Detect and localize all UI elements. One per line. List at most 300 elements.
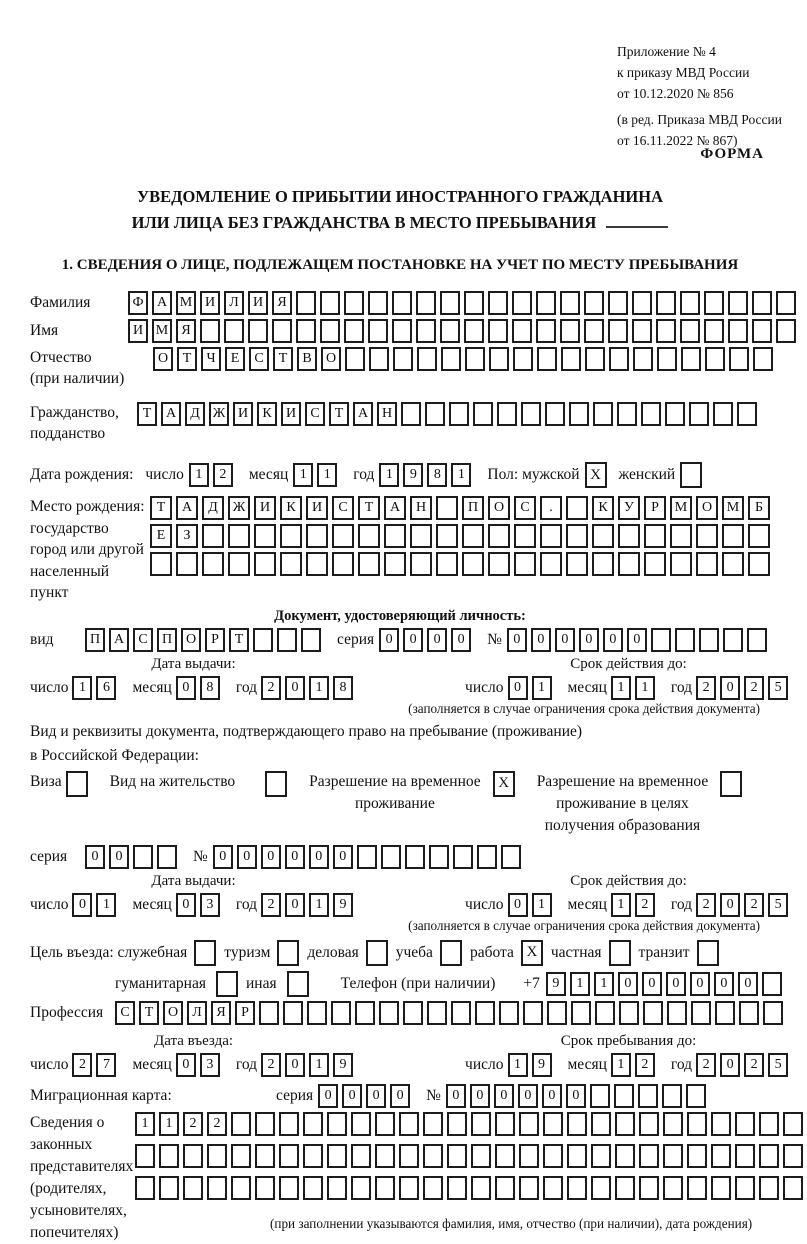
cell[interactable] (231, 1176, 251, 1200)
cell[interactable] (423, 1176, 443, 1200)
cell[interactable] (608, 291, 628, 315)
cell[interactable] (776, 319, 796, 343)
cell[interactable]: М (152, 319, 172, 343)
cell[interactable]: Т (329, 402, 349, 426)
cell[interactable] (441, 347, 461, 371)
cell[interactable] (540, 552, 562, 576)
cell[interactable] (680, 319, 700, 343)
cell[interactable] (375, 1112, 395, 1136)
checkbox-female[interactable] (680, 462, 702, 488)
cell[interactable]: 0 (109, 845, 129, 869)
cell[interactable] (488, 291, 508, 315)
cell[interactable]: 2 (744, 1053, 764, 1077)
cell[interactable]: Р (235, 1001, 255, 1025)
cell[interactable] (280, 524, 302, 548)
checkbox-purpose-transit[interactable] (697, 940, 719, 966)
cell[interactable] (519, 1112, 539, 1136)
cell[interactable]: А (176, 496, 198, 520)
cell[interactable] (711, 1144, 731, 1168)
cell[interactable] (279, 1144, 299, 1168)
cell[interactable]: . (540, 496, 562, 520)
cell[interactable] (747, 628, 767, 652)
cell[interactable] (248, 319, 268, 343)
cell[interactable] (663, 1144, 683, 1168)
cell[interactable]: Е (150, 524, 172, 548)
cell[interactable] (228, 524, 250, 548)
checkbox-visa[interactable] (66, 771, 88, 797)
cell[interactable]: 0 (176, 893, 196, 917)
cell[interactable]: 0 (379, 628, 399, 652)
cell[interactable] (632, 291, 652, 315)
cell[interactable]: 0 (366, 1084, 386, 1108)
cell[interactable] (752, 319, 772, 343)
cell[interactable] (306, 552, 328, 576)
cell[interactable] (473, 402, 493, 426)
cell[interactable] (715, 1001, 735, 1025)
cell[interactable]: Н (377, 402, 397, 426)
cell[interactable] (735, 1176, 755, 1200)
cell[interactable]: Т (358, 496, 380, 520)
cell[interactable]: 1 (135, 1112, 155, 1136)
cell[interactable] (471, 1144, 491, 1168)
cell[interactable] (303, 1176, 323, 1200)
cell[interactable]: 2 (635, 1053, 655, 1077)
cell[interactable]: 0 (403, 628, 423, 652)
cell[interactable] (543, 1176, 563, 1200)
cell[interactable] (384, 552, 406, 576)
cell[interactable] (519, 1144, 539, 1168)
cell[interactable]: Н (410, 496, 432, 520)
cell[interactable] (416, 319, 436, 343)
cell[interactable] (618, 552, 640, 576)
cell[interactable] (301, 628, 321, 652)
cell[interactable]: 0 (176, 676, 196, 700)
cell[interactable] (632, 319, 652, 343)
cell[interactable]: 1 (317, 463, 337, 487)
cell[interactable] (465, 347, 485, 371)
cell[interactable] (711, 1112, 731, 1136)
cell[interactable] (609, 347, 629, 371)
cell[interactable] (651, 628, 671, 652)
cell[interactable]: 2 (261, 893, 281, 917)
cell[interactable]: 0 (72, 893, 92, 917)
cell[interactable]: 9 (403, 463, 423, 487)
cell[interactable] (737, 402, 757, 426)
cell[interactable]: 0 (720, 676, 740, 700)
cell[interactable]: 1 (96, 893, 116, 917)
cell[interactable]: Р (644, 496, 666, 520)
cell[interactable] (369, 347, 389, 371)
cell[interactable] (477, 845, 497, 869)
cell[interactable]: 2 (744, 893, 764, 917)
cell[interactable]: О (321, 347, 341, 371)
cell[interactable] (639, 1112, 659, 1136)
cell[interactable] (303, 1144, 323, 1168)
cell[interactable]: 0 (720, 1053, 740, 1077)
cell[interactable] (567, 1176, 587, 1200)
cell[interactable] (713, 402, 733, 426)
cell[interactable] (735, 1112, 755, 1136)
cell[interactable]: 0 (690, 972, 710, 996)
cell[interactable] (202, 524, 224, 548)
cell[interactable] (231, 1112, 251, 1136)
cell[interactable] (440, 319, 460, 343)
cell[interactable] (344, 291, 364, 315)
cell[interactable] (345, 347, 365, 371)
cell[interactable]: 0 (518, 1084, 538, 1108)
cell[interactable] (495, 1176, 515, 1200)
cell[interactable] (643, 1001, 663, 1025)
cell[interactable] (344, 319, 364, 343)
cell[interactable]: 5 (768, 676, 788, 700)
cell[interactable]: 1 (309, 893, 329, 917)
cell[interactable]: Л (187, 1001, 207, 1025)
cell[interactable] (135, 1144, 155, 1168)
checkbox-purpose-business[interactable] (366, 940, 388, 966)
cell[interactable]: 0 (261, 845, 281, 869)
cell[interactable] (739, 1001, 759, 1025)
cell[interactable]: И (281, 402, 301, 426)
cell[interactable] (399, 1176, 419, 1200)
cell[interactable] (566, 524, 588, 548)
cell[interactable]: 1 (309, 676, 329, 700)
cell[interactable]: С (332, 496, 354, 520)
cell[interactable]: 0 (566, 1084, 586, 1108)
cell[interactable]: 0 (285, 676, 305, 700)
cell[interactable]: 3 (200, 1053, 220, 1077)
cell[interactable] (591, 1176, 611, 1200)
cell[interactable] (176, 552, 198, 576)
cell[interactable] (615, 1176, 635, 1200)
cell[interactable] (656, 319, 676, 343)
cell[interactable]: К (280, 496, 302, 520)
cell[interactable]: 1 (532, 676, 552, 700)
cell[interactable] (687, 1144, 707, 1168)
cell[interactable]: Т (150, 496, 172, 520)
cell[interactable] (351, 1112, 371, 1136)
cell[interactable] (327, 1176, 347, 1200)
cell[interactable]: 1 (594, 972, 614, 996)
cell[interactable] (705, 347, 725, 371)
cell[interactable] (327, 1144, 347, 1168)
cell[interactable] (776, 291, 796, 315)
cell[interactable] (462, 552, 484, 576)
cell[interactable] (332, 552, 354, 576)
cell[interactable]: П (85, 628, 105, 652)
cell[interactable]: Т (177, 347, 197, 371)
cell[interactable]: 9 (532, 1053, 552, 1077)
cell[interactable]: Я (272, 291, 292, 315)
cell[interactable]: И (306, 496, 328, 520)
cell[interactable] (392, 291, 412, 315)
cell[interactable] (615, 1112, 635, 1136)
cell[interactable]: 0 (508, 893, 528, 917)
cell[interactable] (501, 845, 521, 869)
cell[interactable]: Ч (201, 347, 221, 371)
cell[interactable] (759, 1112, 779, 1136)
cell[interactable] (399, 1112, 419, 1136)
cell[interactable] (253, 628, 273, 652)
cell[interactable] (639, 1144, 659, 1168)
cell[interactable] (447, 1176, 467, 1200)
cell[interactable] (560, 291, 580, 315)
cell[interactable] (423, 1144, 443, 1168)
cell[interactable]: 0 (333, 845, 353, 869)
cell[interactable]: 0 (618, 972, 638, 996)
cell[interactable] (159, 1176, 179, 1200)
cell[interactable] (133, 845, 153, 869)
cell[interactable] (200, 319, 220, 343)
cell[interactable] (783, 1112, 803, 1136)
cell[interactable]: 0 (342, 1084, 362, 1108)
cell[interactable]: 1 (635, 676, 655, 700)
cell[interactable]: 8 (200, 676, 220, 700)
cell[interactable] (584, 319, 604, 343)
cell[interactable] (728, 291, 748, 315)
cell[interactable]: 0 (555, 628, 575, 652)
cell[interactable]: 2 (183, 1112, 203, 1136)
cell[interactable] (150, 552, 172, 576)
cell[interactable]: З (176, 524, 198, 548)
cell[interactable]: Т (273, 347, 293, 371)
cell[interactable]: И (200, 291, 220, 315)
cell[interactable]: И (248, 291, 268, 315)
cell[interactable] (571, 1001, 591, 1025)
cell[interactable]: А (353, 402, 373, 426)
cell[interactable]: Л (224, 291, 244, 315)
cell[interactable] (691, 1001, 711, 1025)
cell[interactable] (566, 496, 588, 520)
cell[interactable] (567, 1112, 587, 1136)
cell[interactable] (521, 402, 541, 426)
cell[interactable] (523, 1001, 543, 1025)
cell[interactable] (379, 1001, 399, 1025)
cell[interactable] (595, 1001, 615, 1025)
cell[interactable] (497, 402, 517, 426)
cell[interactable] (327, 1112, 347, 1136)
cell[interactable] (752, 291, 772, 315)
cell[interactable]: 1 (611, 893, 631, 917)
cell[interactable]: 2 (635, 893, 655, 917)
cell[interactable] (619, 1001, 639, 1025)
cell[interactable] (488, 552, 510, 576)
cell[interactable] (320, 291, 340, 315)
cell[interactable] (358, 552, 380, 576)
cell[interactable]: Р (205, 628, 225, 652)
cell[interactable]: П (462, 496, 484, 520)
cell[interactable] (255, 1144, 275, 1168)
cell[interactable] (393, 347, 413, 371)
cell[interactable] (722, 524, 744, 548)
cell[interactable] (656, 291, 676, 315)
cell[interactable]: К (592, 496, 614, 520)
cell[interactable] (753, 347, 773, 371)
cell[interactable] (665, 402, 685, 426)
cell[interactable] (423, 1112, 443, 1136)
checkbox-rvp-education[interactable] (720, 771, 742, 797)
cell[interactable]: А (384, 496, 406, 520)
cell[interactable] (488, 319, 508, 343)
cell[interactable]: 0 (579, 628, 599, 652)
cell[interactable] (224, 319, 244, 343)
cell[interactable] (307, 1001, 327, 1025)
cell[interactable] (675, 628, 695, 652)
cell[interactable] (638, 1084, 658, 1108)
cell[interactable] (687, 1112, 707, 1136)
cell[interactable] (663, 1112, 683, 1136)
cell[interactable] (657, 347, 677, 371)
cell[interactable]: Т (229, 628, 249, 652)
cell[interactable]: 1 (159, 1112, 179, 1136)
cell[interactable] (662, 1084, 682, 1108)
cell[interactable] (566, 552, 588, 576)
cell[interactable] (332, 524, 354, 548)
cell[interactable]: Д (185, 402, 205, 426)
cell[interactable] (711, 1176, 731, 1200)
cell[interactable] (436, 496, 458, 520)
cell[interactable] (512, 291, 532, 315)
cell[interactable] (615, 1144, 635, 1168)
cell[interactable] (384, 524, 406, 548)
cell[interactable] (561, 347, 581, 371)
checkbox-purpose-other[interactable] (287, 971, 309, 997)
cell[interactable]: 1 (508, 1053, 528, 1077)
cell[interactable]: И (254, 496, 276, 520)
cell[interactable] (618, 524, 640, 548)
cell[interactable] (680, 291, 700, 315)
cell[interactable]: О (181, 628, 201, 652)
cell[interactable] (748, 552, 770, 576)
checkbox-purpose-work[interactable]: X (521, 940, 543, 966)
cell[interactable] (427, 1001, 447, 1025)
cell[interactable] (475, 1001, 495, 1025)
cell[interactable] (495, 1144, 515, 1168)
cell[interactable]: И (233, 402, 253, 426)
cell[interactable]: А (109, 628, 129, 652)
checkbox-residence-permit[interactable] (265, 771, 287, 797)
cell[interactable]: 0 (309, 845, 329, 869)
cell[interactable]: 1 (451, 463, 471, 487)
cell[interactable]: С (249, 347, 269, 371)
cell[interactable]: 0 (285, 1053, 305, 1077)
checkbox-purpose-tourism[interactable] (277, 940, 299, 966)
cell[interactable]: 1 (532, 893, 552, 917)
cell[interactable] (499, 1001, 519, 1025)
cell[interactable] (357, 845, 377, 869)
cell[interactable] (355, 1001, 375, 1025)
cell[interactable] (591, 1144, 611, 1168)
cell[interactable] (543, 1144, 563, 1168)
cell[interactable]: 0 (318, 1084, 338, 1108)
cell[interactable]: 0 (451, 628, 471, 652)
cell[interactable]: 2 (261, 1053, 281, 1077)
cell[interactable] (783, 1144, 803, 1168)
cell[interactable] (368, 291, 388, 315)
cell[interactable]: 1 (189, 463, 209, 487)
cell[interactable] (686, 1084, 706, 1108)
cell[interactable]: 2 (72, 1053, 92, 1077)
cell[interactable] (585, 347, 605, 371)
cell[interactable] (687, 1176, 707, 1200)
cell[interactable] (462, 524, 484, 548)
cell[interactable]: 0 (666, 972, 686, 996)
cell[interactable]: 1 (379, 463, 399, 487)
checkbox-purpose-humanitarian[interactable] (216, 971, 238, 997)
cell[interactable]: К (257, 402, 277, 426)
cell[interactable] (279, 1176, 299, 1200)
cell[interactable] (545, 402, 565, 426)
cell[interactable] (403, 1001, 423, 1025)
cell[interactable] (351, 1176, 371, 1200)
cell[interactable]: 0 (627, 628, 647, 652)
cell[interactable] (254, 524, 276, 548)
cell[interactable]: О (696, 496, 718, 520)
cell[interactable]: 2 (261, 676, 281, 700)
cell[interactable] (689, 402, 709, 426)
cell[interactable] (183, 1176, 203, 1200)
cell[interactable]: С (133, 628, 153, 652)
cell[interactable] (514, 552, 536, 576)
cell[interactable]: 0 (176, 1053, 196, 1077)
cell[interactable]: Я (176, 319, 196, 343)
cell[interactable] (231, 1144, 251, 1168)
cell[interactable] (405, 845, 425, 869)
cell[interactable]: Т (137, 402, 157, 426)
cell[interactable] (514, 524, 536, 548)
cell[interactable]: С (115, 1001, 135, 1025)
cell[interactable] (519, 1176, 539, 1200)
cell[interactable]: 2 (696, 1053, 716, 1077)
cell[interactable] (489, 347, 509, 371)
cell[interactable] (663, 1176, 683, 1200)
cell[interactable] (543, 1112, 563, 1136)
cell[interactable] (729, 347, 749, 371)
cell[interactable] (429, 845, 449, 869)
cell[interactable]: 2 (744, 676, 764, 700)
cell[interactable] (537, 347, 557, 371)
cell[interactable]: М (722, 496, 744, 520)
cell[interactable] (296, 319, 316, 343)
cell[interactable]: 1 (72, 676, 92, 700)
cell[interactable] (279, 1112, 299, 1136)
cell[interactable] (593, 402, 613, 426)
cell[interactable] (392, 319, 412, 343)
cell[interactable] (280, 552, 302, 576)
cell[interactable]: М (670, 496, 692, 520)
checkbox-purpose-study[interactable] (440, 940, 462, 966)
cell[interactable] (449, 402, 469, 426)
cell[interactable]: 0 (714, 972, 734, 996)
cell[interactable] (440, 291, 460, 315)
cell[interactable] (759, 1176, 779, 1200)
cell[interactable]: 0 (285, 893, 305, 917)
checkbox-rvp[interactable]: X (493, 771, 515, 797)
cell[interactable]: Я (211, 1001, 231, 1025)
cell[interactable]: Ф (128, 291, 148, 315)
checkbox-purpose-private[interactable] (609, 940, 631, 966)
cell[interactable] (696, 524, 718, 548)
cell[interactable] (617, 402, 637, 426)
cell[interactable] (567, 1144, 587, 1168)
cell[interactable] (368, 319, 388, 343)
cell[interactable]: 5 (768, 893, 788, 917)
cell[interactable] (592, 552, 614, 576)
cell[interactable]: 5 (768, 1053, 788, 1077)
cell[interactable] (464, 291, 484, 315)
cell[interactable]: 9 (546, 972, 566, 996)
cell[interactable]: 2 (696, 893, 716, 917)
cell[interactable]: 0 (237, 845, 257, 869)
